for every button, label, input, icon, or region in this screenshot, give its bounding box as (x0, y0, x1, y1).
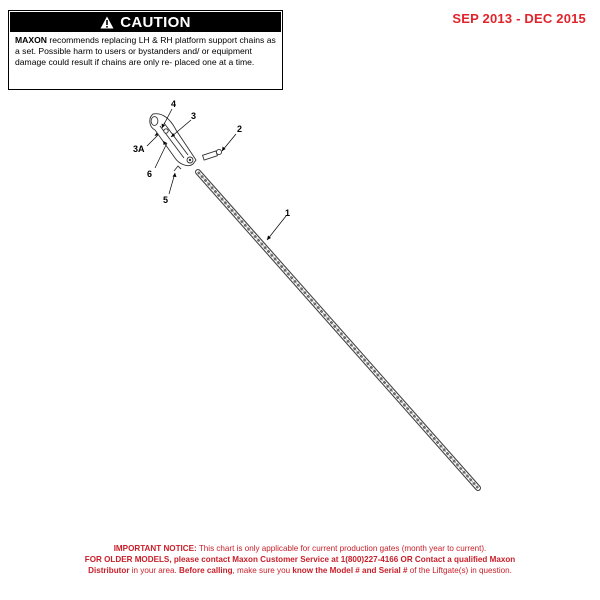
callout-5: 4 (171, 99, 177, 109)
callout-6: 6 (147, 169, 153, 179)
important-notice (0, 543, 600, 576)
callout-2: 2 (237, 124, 243, 134)
notice-model-serial: know the Model # and Serial # (292, 566, 408, 575)
notice-label: IMPORTANT NOTICE: (113, 544, 197, 553)
clevis-pin (203, 149, 222, 160)
callout-3: 3 (191, 111, 197, 121)
notice-line-2-text: FOR OLDER MODELS, please contact Maxon Customer Service at 1(800)227-4166 OR Contact a qualified Maxon (84, 555, 516, 564)
notice-line-1 (0, 543, 600, 554)
notice-line-3 (0, 565, 600, 576)
cotter-pin (174, 166, 181, 171)
caution-brand: MAXON (15, 35, 47, 45)
chain-assembly (198, 172, 478, 488)
notice-area: in your area. (129, 566, 179, 575)
notice-make-sure: , make sure you (232, 566, 293, 575)
callout-3a: 3A (133, 144, 145, 154)
notice-line-2 (0, 554, 600, 565)
notice-liftgate: of the Liftgate(s) in question. (407, 566, 512, 575)
date-range: SEP 2013 - DEC 2015 (452, 11, 586, 26)
notice-line-1-text: This chart is only applicable for current production gates (month year to current). (196, 544, 487, 553)
notice-distributor: Distributor (88, 566, 130, 575)
notice-before-calling: Before calling (178, 566, 233, 575)
callout-4: 5 (163, 195, 169, 205)
callout-1: 1 (285, 208, 291, 218)
caution-title: CAUTION (120, 13, 191, 31)
caution-body: recommends replacing LH & RH platform support chains as a set. Possible harm to users or bystanders and/ or equipment damage could result if chains are only re- placed one at a time. (15, 35, 276, 67)
